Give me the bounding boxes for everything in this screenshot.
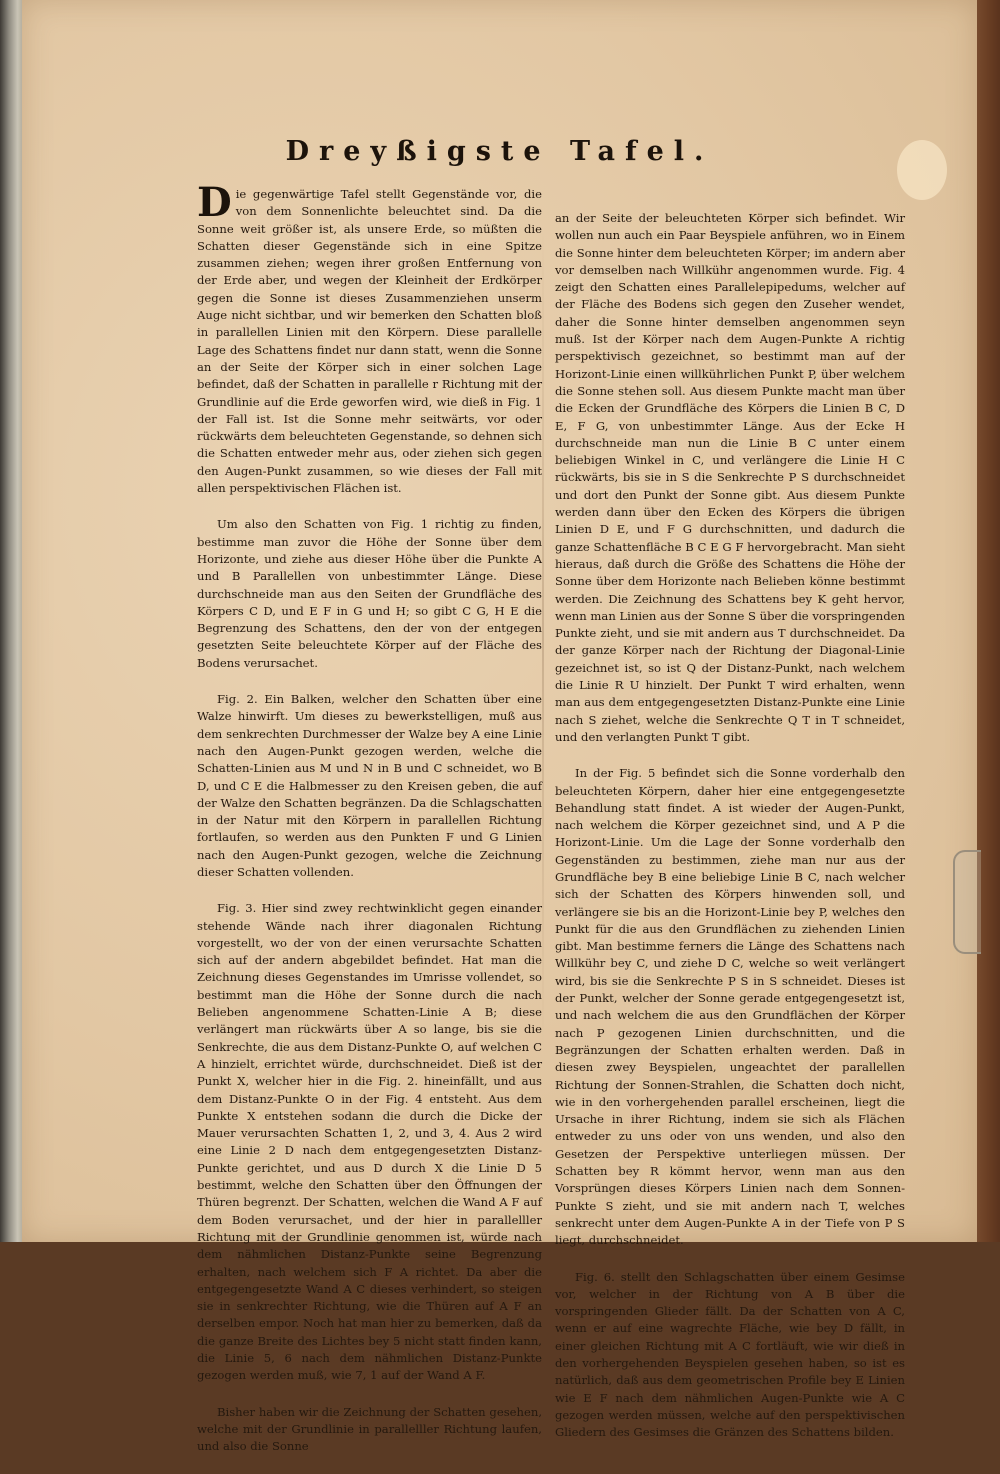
paragraph-fig5: In der Fig. 5 befindet sich die Sonne vorderhalb den beleuchteten Körpern, daher hier eine entgegengesetzte Behandlung statt findet. A ist wieder der Augen-Punkt, nach welchem die Körper gezeichnet sind, und A P die Horizont-Linie. Um die Lage der Sonne vorderhalb den Gegenständen zu bestimmen, ziehe man nur aus der Grundfläche bey B eine beliebige Linie B C, nach welcher sich der Schatten des Körpers hinwenden soll, und verlängere sie bis an die Horizont-Linie bey P, welches den Punkt für die aus den Grundflächen zu ziehenden Linien gibt. Man bestimme ferners die Länge des Schattens nach Willkühr bey C, und ziehe D C, welche so weit verlängert wird, bis sie die Senkrechte P S in S schneidet. Dieses ist der Punkt, welcher der Sonne gerade entgegengesetzt ist, und nach welchem die aus den Grundflächen der Körper nach P gezogenen Linien durchschnitten, und die Begränzungen der Schatten erhalten werden. Daß in diesen zwey Beyspielen, ungeachtet der parallellen Richtung der Sonnen-Strahlen, die Schatten doch nicht, wie in den vorhergehenden parallel erscheinen, liegt die Ursache in ihrer Richtung, indem sie sich als Flächen entweder zu uns oder von uns wenden, und also den Gesetzen der Perspektive unterliegen müssen. Der Schatten bey R kömmt hervor, wenn man aus den Vorsprüngen dieses Körpers Linien nach dem Sonnen-Punkte S zieht, und sie mit andern nach T, welches senkrecht unter dem Augen-Punkte A in der Tiefe von P S liegt, durchschneidet. bbox=[555, 766, 905, 1248]
book-page bbox=[22, 0, 977, 1454]
page-fold bbox=[542, 230, 544, 1050]
page-clip bbox=[953, 850, 981, 954]
paragraph-fig3: Fig. 3. Hier sind zwey rechtwinklicht gegen einander stehende Wände nach ihrer diagonalen Richtung vorgestellt, wo der von der einen verursachte Schatten sich auf der andern abgebildet befindet. Hat man die Zeichnung dieses Gegenstandes im Umrisse vollendet, so bestimmt man die Höhe der Sonne durch die nach Belieben angenommene Schatten-Linie A B; diese verlängert man rückwärts über A so lange, bis sie die Senkrechte, die aus dem Distanz-Punkte O, auf welchen C A hinzielt, errichtet würde, durchschneidet. Dieß ist der Punkt X, welcher hier in die Fig. 2. hineinfällt, und aus dem Distanz-Punkte O in der Fig. 4 entsteht. Aus dem Punkte X entstehen sodann die durch die Dicke der Mauer verursachten Schatten 1, 2, und 3, 4. Aus 2 wird eine Linie 2 D nach dem entgegengesetzten Distanz-Punkte gerichtet, und aus D durch X die Linie D 5 bestimmt, welche den Schatten über den Öffnungen der Thüren begrenzt. Der Schatten, welchen die Wand A F auf dem Boden verursachet, und der hier in parallelller Richtung mit der Grundlinie genommen ist, würde nach dem nähmlichen Distanz-Punkte seine Begrenzung erhalten, nach welchem sich F A richtet. Da aber die entgegengesetzte Wand A C dieses verhindert, so steigen sie in senkrechter Richtung, wie die Thüren auf A F an derselben empor. Noch hat man hier zu bemerken, daß da die ganze Breite des Lichtes bey 5 nicht statt finden kann, die Linie 5, 6 nach dem nähmlichen Distanz-Punkte gezogen werden muß, wie 7, 1 auf der Wand A F. bbox=[197, 901, 542, 1383]
paragraph-fig6: Fig. 6. stellt den Schlagschatten über einem Gesimse vor, welcher in der Richtung von A B über die vorspringenden Glieder fällt. Da der Schatten von A C, wenn er auf eine wagrechte Fläche, wie bey D fällt, in einer gleichen Richtung mit A C fortläuft, wie wir dieß in den vorhergehenden Beyspielen gesehen haben, so ist es natürlich, daß aus dem geometrischen Profile bey E Linien wie E F nach dem nähmlichen Augen-Punkte wie A C gezogen werden müssen, welche auf den perspektivischen Gliedern des Gesimses die Gränzen des Schattens bilden. bbox=[555, 1269, 905, 1440]
left-text-column bbox=[197, 179, 542, 1474]
paragraph-transition: Bisher haben wir die Zeichnung der Schatten gesehen, welche mit der Grundlinie in parallelller Richtung laufen, und also die Sonne bbox=[197, 1404, 542, 1454]
right-text-column bbox=[555, 210, 905, 1460]
book-binding-left bbox=[0, 0, 22, 1242]
paragraph-fig1: Um also den Schatten von Fig. 1 richtig zu finden, bestimme man zuvor die Höhe der Sonne über dem Horizonte, und ziehe aus dieser Höhe über die Punkte A und B Parallellen von unbestimmter Länge. Diese durchschneide man aus den Seiten der Grundfläche des Körpers C D, und E F in G und H; so gibt C G, H E die Begrenzung des Schattens, den der von der entgegen gesetzten Seite beleuchtete Körper auf der Fläche des Bodens verursachet. bbox=[197, 517, 542, 670]
paragraph-fig4: an der Seite der beleuchteten Körper sich befindet. Wir wollen nun auch ein Paar Beyspiele anführen, wo in Einem die Sonne hinter dem beleuchteten Körper; im andern aber vor demselben nach Willkühr angenommen wurde. Fig. 4 zeigt den Schatten eines Parallelepipedums, welcher auf der Fläche des Bodens sich gegen den Zuseher wendet, daher die Sonne hinter demselben angenommen seyn muß. Ist der Körper nach dem Augen-Punkte A richtig perspektivisch gezeichnet, so bestimmt man auf der Horizont-Linie einen willkührlichen Punkt P, über welchem die Sonne stehen soll. Aus diesem Punkte macht man über die Ecken der Grundfläche des Körpers die Linien B C, D E, F G, von unbestimmter Länge. Aus der Ecke H durchschneide man nun die Linie B C unter einem beliebigen Winkel in C, und verlängere die Linie H C rückwärts, bis sie in S die Senkrechte P S durchschneidet und dort den Punkt der Sonne gibt. Aus diesem Punkte werden dann über den Ecken des Körpers die übrigen Linien D E, und F G durchschnitten, und dadurch die ganze Schattenfläche B C E G F hervorgebracht. Man sieht hieraus, daß durch die Größe des Schattens die Höhe der Sonne über dem Horizonte nach Belieben könne bestimmt werden. Die Zeichnung des Schattens bey K geht hervor, wenn man Linien aus der Sonne S über die vorspringenden Punkte zieht, und sie mit andern aus T durchschneidet. Da der ganze Körper nach der Richtung der Diagonal-Linie gezeichnet ist, so ist Q der Distanz-Punkt, nach welchem die Linie R U hinzielt. Der Punkt T wird erhalten, wenn man aus dem entgegengesetzten Distanz-Punkte eine Linie nach S ziehet, welche die Senkrechte Q T in T schneidet, und den verlangten Punkt T gibt. bbox=[555, 211, 905, 744]
paragraph-intro-text: ie gegenwärtige Tafel stellt Gegenstände vor, die von dem Sonnenlichte beleuchtet sind. Da die Sonne weit größer ist, als unsere Erde, so müßten die Schatten dieser Gegenstände sich in eine Spitze zusammen ziehen; wegen ihrer großen Entfernung von der Erde aber, und wegen der Kleinheit der Erdkörper gegen die Sonne ist dieses Zusammenziehen unserm Auge nicht sichtbar, und wir bemerken den Schatten bloß in parallellen Linien mit den Körpern. Diese parallelle Lage des Schattens findet nur dann statt, wenn die Sonne an der Seite der Körper sich in einer solchen Lage befindet, daß der Schatten in parallelle r Richtung mit der Grundlinie auf die Erde geworfen wird, wie dieß in Fig. 1 der Fall ist. Ist die Sonne mehr seitwärts, vor oder rückwärts dem beleuchteten Gegenstande, so dehnen sich die Schatten entweder mehr aus, oder ziehen sich gegen den Augen-Punkt zusammen, so wie dieses der Fall mit allen perspektivischen Flächen ist. bbox=[197, 187, 542, 496]
book-cover-edge-right bbox=[974, 0, 1000, 1242]
paragraph-fig2: Fig. 2. Ein Balken, welcher den Schatten über eine Walze hinwirft. Um dieses zu bewerkstelligen, muß aus dem senkrechten Durchmesser der Walze bey A eine Linie nach den Augen-Punkt gezogen werden, welche die Schatten-Linien aus M und N in B und C schneidet, wo B D, und C E die Halbmesser zu den Kreisen geben, die auf der Walze den Schatten begränzen. Da die Schlagschatten in der Natur mit den Körpern in parallellen Richtung fortlaufen, so werden aus den Punkten F und G Linien nach den Augen-Punkt gezogen, welche die Zeichnung dieser Schatten vollenden. bbox=[197, 692, 542, 879]
drop-cap: D bbox=[197, 179, 232, 226]
page-title: Dreyßigste Tafel. bbox=[285, 136, 714, 167]
paragraph-intro bbox=[197, 179, 542, 497]
